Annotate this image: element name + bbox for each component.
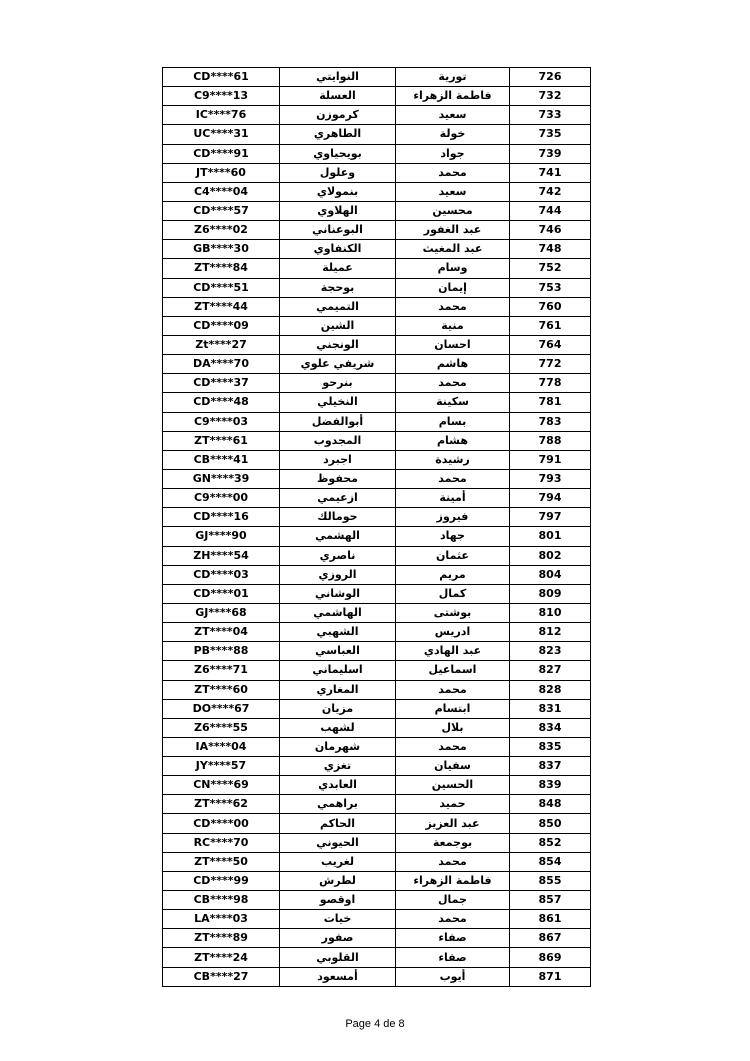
last-name-cell: اسليماني — [280, 661, 396, 680]
row-number-cell: 835 — [510, 737, 591, 756]
row-number-cell: 804 — [510, 565, 591, 584]
first-name-cell: اسماعيل — [396, 661, 510, 680]
row-number-cell: 797 — [510, 508, 591, 527]
table-row — [163, 757, 591, 776]
table-row — [163, 201, 591, 220]
table-row — [163, 527, 591, 546]
first-name-cell: حميد — [396, 795, 510, 814]
first-name-cell: سفيان — [396, 757, 510, 776]
last-name-cell: الحاكم — [280, 814, 396, 833]
last-name-cell: ناصري — [280, 546, 396, 565]
table-row — [163, 699, 591, 718]
table-row — [163, 776, 591, 795]
last-name-cell: وعلول — [280, 163, 396, 182]
id-number-cell: JY****57 — [163, 757, 280, 776]
row-number-cell: 788 — [510, 431, 591, 450]
row-number-cell: 741 — [510, 163, 591, 182]
id-number-cell: ZT****60 — [163, 680, 280, 699]
first-name-cell: خولة — [396, 125, 510, 144]
last-name-cell: براهمي — [280, 795, 396, 814]
last-name-cell: عميلة — [280, 259, 396, 278]
row-number-cell: 778 — [510, 374, 591, 393]
id-number-cell: DO****67 — [163, 699, 280, 718]
first-name-cell: صفاء — [396, 929, 510, 948]
table-row — [163, 642, 591, 661]
first-name-cell: سعيد — [396, 182, 510, 201]
table-row — [163, 144, 591, 163]
id-number-cell: C9****13 — [163, 87, 280, 106]
table-row — [163, 335, 591, 354]
first-name-cell: احسان — [396, 335, 510, 354]
row-number-cell: 744 — [510, 201, 591, 220]
row-number-cell: 764 — [510, 335, 591, 354]
table-row — [163, 240, 591, 259]
row-number-cell: 837 — [510, 757, 591, 776]
table-row — [163, 929, 591, 948]
row-number-cell: 812 — [510, 623, 591, 642]
table-body — [163, 68, 591, 987]
row-number-cell: 869 — [510, 948, 591, 967]
id-number-cell: CD****37 — [163, 374, 280, 393]
id-number-cell: GJ****68 — [163, 603, 280, 622]
last-name-cell: الكنفاوي — [280, 240, 396, 259]
last-name-cell: اجبرد — [280, 450, 396, 469]
row-number-cell: 781 — [510, 393, 591, 412]
id-number-cell: CD****51 — [163, 278, 280, 297]
row-number-cell: 827 — [510, 661, 591, 680]
last-name-cell: تغزي — [280, 757, 396, 776]
last-name-cell: القلوبي — [280, 948, 396, 967]
table-row — [163, 374, 591, 393]
table-row — [163, 852, 591, 871]
row-number-cell: 783 — [510, 412, 591, 431]
id-number-cell: JT****60 — [163, 163, 280, 182]
row-number-cell: 839 — [510, 776, 591, 795]
first-name-cell: عبد العزيز — [396, 814, 510, 833]
table-row — [163, 546, 591, 565]
row-number-cell: 867 — [510, 929, 591, 948]
table-row — [163, 450, 591, 469]
id-number-cell: ZT****04 — [163, 623, 280, 642]
first-name-cell: الحسين — [396, 776, 510, 795]
row-number-cell: 739 — [510, 144, 591, 163]
first-name-cell: فاطمة الزهراء — [396, 871, 510, 890]
id-number-cell: ZT****62 — [163, 795, 280, 814]
row-number-cell: 746 — [510, 221, 591, 240]
last-name-cell: أمسعود — [280, 967, 396, 986]
first-name-cell: جمال — [396, 891, 510, 910]
row-number-cell: 726 — [510, 68, 591, 87]
first-name-cell: رشيدة — [396, 450, 510, 469]
id-number-cell: Z6****02 — [163, 221, 280, 240]
table-row — [163, 259, 591, 278]
last-name-cell: النوايتي — [280, 68, 396, 87]
last-name-cell: العسلة — [280, 87, 396, 106]
row-number-cell: 810 — [510, 603, 591, 622]
row-number-cell: 871 — [510, 967, 591, 986]
first-name-cell: عبد الهادي — [396, 642, 510, 661]
id-number-cell: C9****00 — [163, 489, 280, 508]
table-row — [163, 221, 591, 240]
id-number-cell: CD****61 — [163, 68, 280, 87]
row-number-cell: 828 — [510, 680, 591, 699]
last-name-cell: محفوظ — [280, 469, 396, 488]
row-number-cell: 791 — [510, 450, 591, 469]
id-number-cell: ZT****24 — [163, 948, 280, 967]
first-name-cell: بلال — [396, 718, 510, 737]
first-name-cell: محمد — [396, 163, 510, 182]
last-name-cell: الونجني — [280, 335, 396, 354]
page-number: Page 4 de 8 — [345, 1018, 405, 1030]
last-name-cell: خيات — [280, 910, 396, 929]
row-number-cell: 748 — [510, 240, 591, 259]
row-number-cell: 809 — [510, 584, 591, 603]
first-name-cell: سعيد — [396, 106, 510, 125]
table-row — [163, 661, 591, 680]
last-name-cell: المغاري — [280, 680, 396, 699]
first-name-cell: صفاء — [396, 948, 510, 967]
id-number-cell: GJ****90 — [163, 527, 280, 546]
last-name-cell: التميمي — [280, 297, 396, 316]
first-name-cell: أمينة — [396, 489, 510, 508]
id-number-cell: GN****39 — [163, 469, 280, 488]
table-row — [163, 603, 591, 622]
first-name-cell: محمد — [396, 852, 510, 871]
first-name-cell: عبد الغفور — [396, 221, 510, 240]
table-row — [163, 106, 591, 125]
id-number-cell: CN****69 — [163, 776, 280, 795]
id-number-cell: GB****30 — [163, 240, 280, 259]
id-number-cell: CB****98 — [163, 891, 280, 910]
first-name-cell: محمد — [396, 374, 510, 393]
row-number-cell: 760 — [510, 297, 591, 316]
id-number-cell: Z6****71 — [163, 661, 280, 680]
last-name-cell: شهرمان — [280, 737, 396, 756]
row-number-cell: 732 — [510, 87, 591, 106]
last-name-cell: شريفي علوي — [280, 355, 396, 374]
last-name-cell: بنرحو — [280, 374, 396, 393]
row-number-cell: 831 — [510, 699, 591, 718]
id-number-cell: CD****03 — [163, 565, 280, 584]
table-row — [163, 871, 591, 890]
last-name-cell: الشين — [280, 316, 396, 335]
last-name-cell: النخيلي — [280, 393, 396, 412]
table-row — [163, 355, 591, 374]
results-table — [162, 67, 591, 987]
last-name-cell: بويحياوي — [280, 144, 396, 163]
first-name-cell: ادريس — [396, 623, 510, 642]
id-number-cell: CD****57 — [163, 201, 280, 220]
id-number-cell: IA****04 — [163, 737, 280, 756]
first-name-cell: بوشتى — [396, 603, 510, 622]
first-name-cell: بوجمعة — [396, 833, 510, 852]
row-number-cell: 854 — [510, 852, 591, 871]
table-row — [163, 469, 591, 488]
first-name-cell: وسام — [396, 259, 510, 278]
row-number-cell: 848 — [510, 795, 591, 814]
table-row — [163, 584, 591, 603]
first-name-cell: منية — [396, 316, 510, 335]
id-number-cell: CD****16 — [163, 508, 280, 527]
last-name-cell: البوعناني — [280, 221, 396, 240]
row-number-cell: 801 — [510, 527, 591, 546]
last-name-cell: الهلاوي — [280, 201, 396, 220]
id-number-cell: DA****70 — [163, 355, 280, 374]
last-name-cell: كرموزن — [280, 106, 396, 125]
last-name-cell: الوشاني — [280, 584, 396, 603]
first-name-cell: هشام — [396, 431, 510, 450]
row-number-cell: 834 — [510, 718, 591, 737]
last-name-cell: صفور — [280, 929, 396, 948]
table-row — [163, 489, 591, 508]
id-number-cell: CB****41 — [163, 450, 280, 469]
last-name-cell: بوحجة — [280, 278, 396, 297]
first-name-cell: مريم — [396, 565, 510, 584]
id-number-cell: C4****04 — [163, 182, 280, 201]
first-name-cell: تورية — [396, 68, 510, 87]
row-number-cell: 861 — [510, 910, 591, 929]
last-name-cell: أبوالفضل — [280, 412, 396, 431]
first-name-cell: فيروز — [396, 508, 510, 527]
table-row — [163, 87, 591, 106]
id-number-cell: CD****99 — [163, 871, 280, 890]
last-name-cell: الروزي — [280, 565, 396, 584]
first-name-cell: جهاد — [396, 527, 510, 546]
last-name-cell: الحيوني — [280, 833, 396, 852]
table-row — [163, 316, 591, 335]
id-number-cell: CD****09 — [163, 316, 280, 335]
first-name-cell: فاطمة الزهراء — [396, 87, 510, 106]
last-name-cell: العباسي — [280, 642, 396, 661]
id-number-cell: CD****91 — [163, 144, 280, 163]
id-number-cell: LA****03 — [163, 910, 280, 929]
row-number-cell: 794 — [510, 489, 591, 508]
row-number-cell: 855 — [510, 871, 591, 890]
row-number-cell: 772 — [510, 355, 591, 374]
table-row — [163, 412, 591, 431]
row-number-cell: 761 — [510, 316, 591, 335]
last-name-cell: ازعيمي — [280, 489, 396, 508]
id-number-cell: CD****01 — [163, 584, 280, 603]
id-number-cell: IC****76 — [163, 106, 280, 125]
first-name-cell: محمد — [396, 910, 510, 929]
row-number-cell: 802 — [510, 546, 591, 565]
last-name-cell: مزيان — [280, 699, 396, 718]
last-name-cell: العابدي — [280, 776, 396, 795]
row-number-cell: 793 — [510, 469, 591, 488]
id-number-cell: RC****70 — [163, 833, 280, 852]
table-row — [163, 718, 591, 737]
row-number-cell: 753 — [510, 278, 591, 297]
table-row — [163, 680, 591, 699]
table-row — [163, 737, 591, 756]
id-number-cell: CD****48 — [163, 393, 280, 412]
last-name-cell: الطاهري — [280, 125, 396, 144]
table-row — [163, 910, 591, 929]
table-row — [163, 967, 591, 986]
last-name-cell: اوقصو — [280, 891, 396, 910]
table-row — [163, 163, 591, 182]
table-row — [163, 795, 591, 814]
row-number-cell: 852 — [510, 833, 591, 852]
last-name-cell: حومالك — [280, 508, 396, 527]
first-name-cell: محسين — [396, 201, 510, 220]
last-name-cell: الشهبي — [280, 623, 396, 642]
id-number-cell: ZH****54 — [163, 546, 280, 565]
table-row — [163, 565, 591, 584]
last-name-cell: المجدوب — [280, 431, 396, 450]
id-number-cell: ZT****50 — [163, 852, 280, 871]
table-row — [163, 891, 591, 910]
id-number-cell: PB****88 — [163, 642, 280, 661]
id-number-cell: UC****31 — [163, 125, 280, 144]
id-number-cell: CD****00 — [163, 814, 280, 833]
table-row — [163, 125, 591, 144]
table-row — [163, 68, 591, 87]
id-number-cell: ZT****61 — [163, 431, 280, 450]
row-number-cell: 752 — [510, 259, 591, 278]
table-row — [163, 297, 591, 316]
table-row — [163, 948, 591, 967]
row-number-cell: 742 — [510, 182, 591, 201]
table-row — [163, 833, 591, 852]
table-row — [163, 508, 591, 527]
table-row — [163, 814, 591, 833]
last-name-cell: بنمولاي — [280, 182, 396, 201]
row-number-cell: 823 — [510, 642, 591, 661]
id-number-cell: C9****03 — [163, 412, 280, 431]
first-name-cell: جواد — [396, 144, 510, 163]
first-name-cell: محمد — [396, 737, 510, 756]
id-number-cell: Zt****27 — [163, 335, 280, 354]
table-row — [163, 278, 591, 297]
first-name-cell: أيوب — [396, 967, 510, 986]
first-name-cell: عثمان — [396, 546, 510, 565]
row-number-cell: 735 — [510, 125, 591, 144]
row-number-cell: 733 — [510, 106, 591, 125]
row-number-cell: 850 — [510, 814, 591, 833]
first-name-cell: ابتسام — [396, 699, 510, 718]
first-name-cell: إيمان — [396, 278, 510, 297]
first-name-cell: كمال — [396, 584, 510, 603]
table-row — [163, 182, 591, 201]
last-name-cell: الهاشمي — [280, 603, 396, 622]
id-number-cell: ZT****44 — [163, 297, 280, 316]
first-name-cell: محمد — [396, 297, 510, 316]
first-name-cell: محمد — [396, 680, 510, 699]
last-name-cell: لطرش — [280, 871, 396, 890]
id-number-cell: ZT****89 — [163, 929, 280, 948]
id-number-cell: ZT****84 — [163, 259, 280, 278]
last-name-cell: لشهب — [280, 718, 396, 737]
last-name-cell: لغريب — [280, 852, 396, 871]
table-row — [163, 623, 591, 642]
first-name-cell: سكينة — [396, 393, 510, 412]
id-number-cell: CB****27 — [163, 967, 280, 986]
id-number-cell: Z6****55 — [163, 718, 280, 737]
first-name-cell: عبد المغيث — [396, 240, 510, 259]
first-name-cell: بسام — [396, 412, 510, 431]
first-name-cell: محمد — [396, 469, 510, 488]
table-row — [163, 431, 591, 450]
row-number-cell: 857 — [510, 891, 591, 910]
table-row — [163, 393, 591, 412]
first-name-cell: هاشم — [396, 355, 510, 374]
last-name-cell: الهشمي — [280, 527, 396, 546]
